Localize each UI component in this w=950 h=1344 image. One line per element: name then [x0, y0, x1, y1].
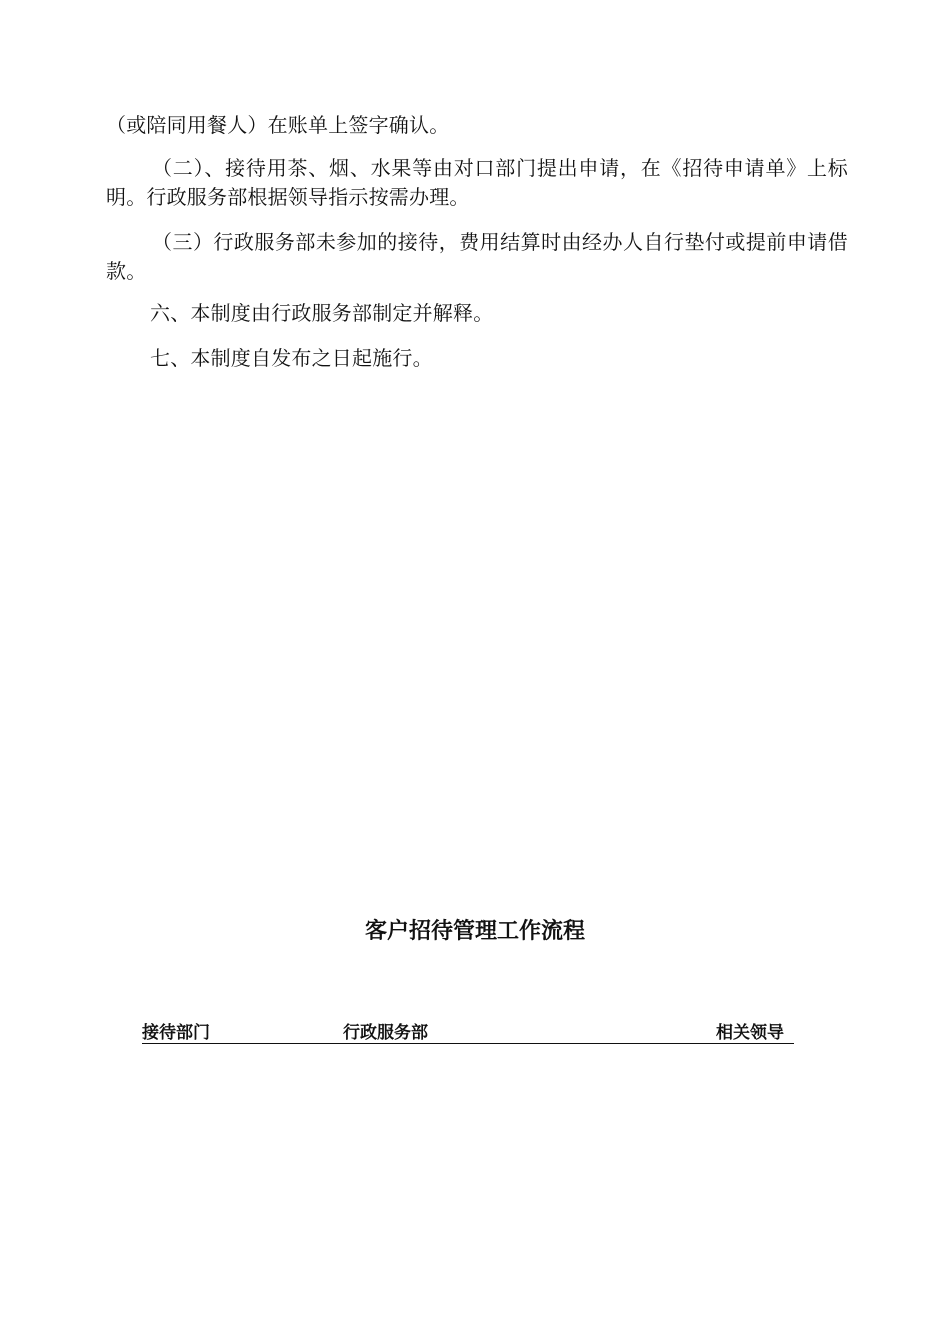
flow-title: 客户招待管理工作流程 [364, 919, 585, 944]
paragraph-article-seven: 七、本制度自发布之日起施行。 [150, 346, 433, 370]
paragraph-article-six: 六、本制度由行政服务部制定并解释。 [150, 301, 494, 325]
column-reception-dept: 接待部门 [142, 1023, 210, 1043]
paragraph-item-two: （二）、接待用茶、烟、水果等由对口部门提出申请，在《招待申请单》上标明。行政服务部根据领导指示按需办理。 [106, 156, 848, 209]
flow-header-underline [142, 1043, 794, 1044]
column-admin-service-dept: 行政服务部 [343, 1023, 428, 1043]
paragraph-signature-confirm: （或陪同用餐人）在账单上签字确认。 [106, 113, 450, 137]
column-related-leaders: 相关领导 [716, 1023, 784, 1043]
paragraph-item-three: （三）行政服务部未参加的接待，费用结算时由经办人自行垫付或提前申请借款。 [106, 230, 848, 283]
